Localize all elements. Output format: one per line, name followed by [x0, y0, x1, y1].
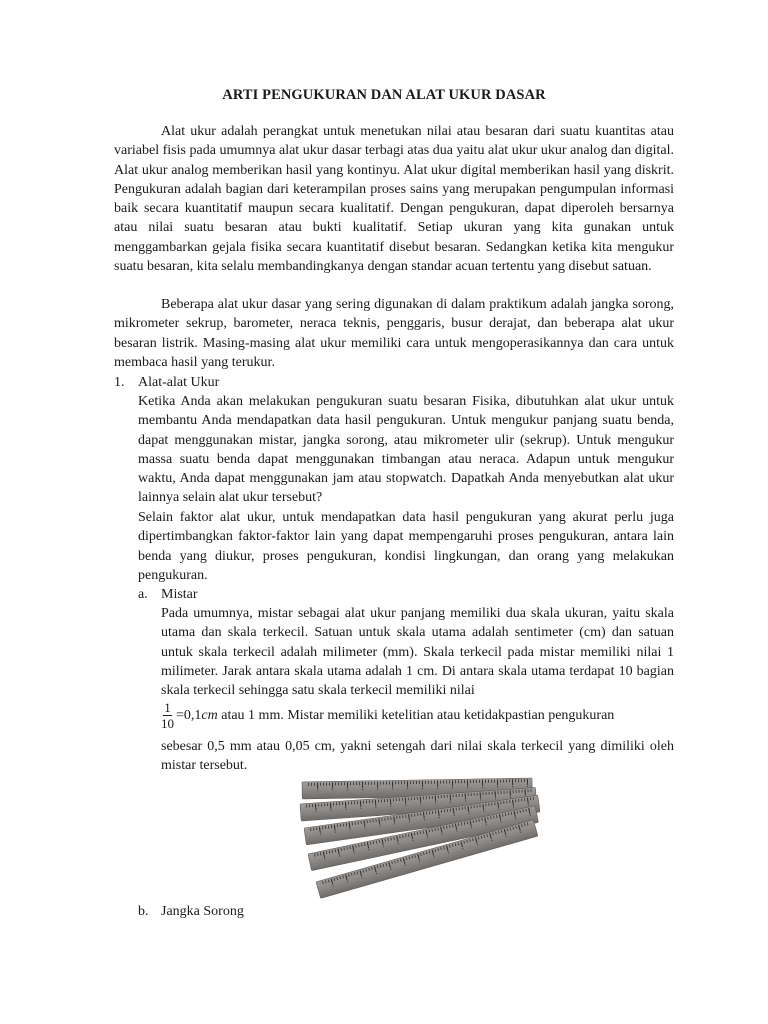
subsection-b-heading: Jangka Sorong [161, 904, 244, 919]
formula-unit: cm [201, 708, 218, 723]
rulers-photo [298, 776, 540, 902]
formula-tail: atau 1 mm. Mistar memiliki ketelitian atau ketidakpastian pengukuran [217, 708, 615, 723]
section-1-paragraph-1: Ketika Anda akan melakukan pengukuran suatu besaran Fisika, dibutuhkan alat ukur untuk membantu Anda mendapatkan data hasil pengukuran. Untuk mengukur panjang suatu benda, dapat menggunakan mistar, jangka sorong, atau mikrometer ulir (sekrup). Untuk mengukur massa suatu benda dapat menggunakan timbangan atau neraca. Adapun untuk mengukur waktu, Anda dapat menggunakan jam atau stopwatch. Dapatkah Anda menyebutkan alat ukur lainnya selain alat ukur tersebut? [138, 394, 674, 506]
section-1-paragraph-2: Selain faktor alat ukur, untuk mendapatkan data hasil pengukuran yang akurat perlu juga dipertimbangkan faktor-faktor lain yang dapat mempengaruhi proses pengukuran, antara lain benda yang diukur, proses pengukuran, kondisi lingkungan, dan orang yang melakukan pengukuran. [138, 510, 674, 583]
tools-paragraph: Beberapa alat ukur dasar yang sering digunakan di dalam praktikum adalah jangka sorong, mikrometer sekrup, barometer, neraca teknis, penggaris, busur derajat, dan beberapa alat ukur besaran listrik. Masing-masing alat ukur memiliki cara untuk mengoperasikannya dan cara untuk membaca hasil yang terukur. [114, 297, 674, 370]
section-1-heading: Alat-alat Ukur [138, 375, 220, 390]
subsection-b-marker: b. [138, 904, 149, 919]
fraction [161, 700, 174, 731]
fraction-formula-line [161, 700, 674, 731]
section-1-number: 1. [114, 375, 125, 390]
fraction-denominator: 10 [161, 716, 174, 731]
mistar-paragraph: Pada umumnya, mistar sebagai alat ukur panjang memiliki dua skala ukuran, yaitu skala utama dan skala terkecil. Satuan untuk skala utama adalah sentimeter (cm) dan satuan untuk skala terkecil adalah milimeter (mm). Skala terkecil pada mistar memiliki nilai 1 milimeter. Jarak antara skala utama adalah 1 cm. Di antara skala utama terdapat 10 bagian skala terkecil sehingga satu skala terkecil memiliki nilai [161, 606, 674, 699]
subsection-a-heading: Mistar [161, 587, 198, 602]
intro-paragraph: Alat ukur adalah perangkat untuk menetukan nilai atau besaran dari suatu kuantitas atau variabel fisis pada umumnya alat ukur dasar terbagi atas dua yaitu alat ukur ukur analog dan digital. Alat ukur analog memberikan hasil yang kontinyu. Alat ukur digital memberikan hasil yang diskrit. Pengukuran adalah bagian dari keterampilan proses sains yang merupakan pengumpulan informasi baik secara kuantitatif maupun secara kualitatif. Dengan pengukuran, dapat diperoleh bersarnya atau nilai suatu besaran atau bukti kualitatif. Setiap ukuran yang kita gunakan untuk menggambarkan gejala fisika secara kuantitatif disebut besaran. Sedangkan ketika kita mengukur suatu besaran, kita selalu membandingkanya dengan standar acuan tertentu yang disebut satuan. [114, 124, 674, 275]
fraction-numerator: 1 [164, 700, 171, 715]
subsection-a-marker: a. [138, 587, 148, 602]
formula-value: =0,1 [176, 708, 202, 723]
document-title: ARTI PENGUKURAN DAN ALAT UKUR DASAR [222, 87, 546, 103]
mistar-paragraph-end: sebesar 0,5 mm atau 0,05 cm, yakni setengah dari nilai skala terkecil yang dimiliki oleh mistar tersebut. [161, 739, 674, 774]
